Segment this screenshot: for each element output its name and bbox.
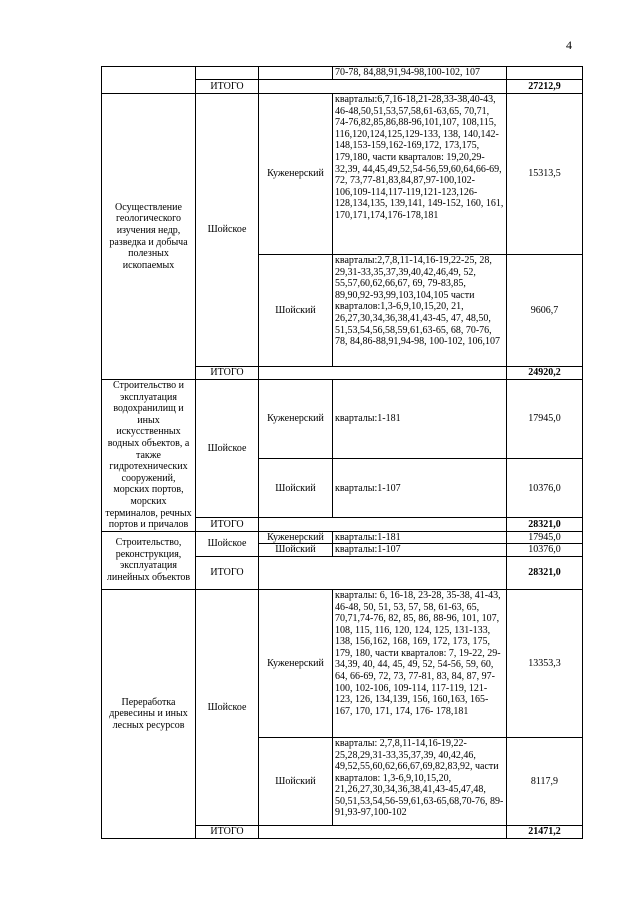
kvartaly-cell: кварталы: 6, 16-18, 23-28, 35-38, 41-43, 46-48, 50, 51, 53, 57, 58, 61-63, 65, 70,71,74-76, 82, 85, 86, 88-96, 101, 107, 108, 115, 116, 120, 124, 125, 131-133, 138, 156,162, 168, 169, 172, 173, 175, 179, 180, части кварталов: 7, 19-22, 29-34,39, 40, 44, 45, 49, 52, 54-56, 59, 60, 64, 66-69, 72, 73, 77-81, 83, 84, 87, 97-100, 102-106, 109-114, 117-119, 121-123, 126, 134,139, 156, 160,163, 165-167, 170, 171, 174, 176- 178,181 [333, 589, 507, 737]
area-cell: 8117,9 [507, 737, 583, 825]
forest-use-table [101, 66, 583, 839]
activity-cell: Строительство и эксплуатация водохранилищ и иных искусственных водных объектов, а также гидротехнических сооружений, морских портов, морских терминалов, речных портов и причалов [102, 380, 196, 532]
kvartaly-cell: кварталы:6,7,16-18,21-28,33-38,40-43, 46-48,50,51,53,57,58,61-63,65, 70,71, 74-76,82,85,86,88-96,101,107, 108,115, 116,120,124,125,129-133, 138, 140,142-148,153-159,162-169,172, 173,175, 179,180, части кварталов: 19,20,29-32,39, 44,45,49,52,54-56,59,60,64,66-69, 72, 73,77-81,83,84,87,97-100,102-106,109-114,117-119,121-123,126-128,134,135, 139,141, 149-152, 160, 161, 170,171,174,176-178,181 [333, 94, 507, 255]
itogo-total: 24920,2 [507, 367, 583, 380]
area-cell: 10376,0 [507, 544, 583, 557]
kvartaly-cell: 70-78, 84,88,91,94-98,100-102, 107 [333, 67, 507, 80]
uchastok-cell: Куженерский [259, 589, 333, 737]
itogo-empty [259, 518, 507, 531]
area-cell: 9606,7 [507, 255, 583, 367]
lesnichestvo-cell: Шойское [196, 589, 259, 825]
itogo-total: 21471,2 [507, 825, 583, 838]
itogo-empty [259, 367, 507, 380]
table-row [102, 531, 583, 544]
itogo-empty [259, 825, 507, 838]
itogo-label: ИТОГО [196, 556, 259, 589]
area-cell [507, 67, 583, 80]
lesnichestvo-cell: Шойское [196, 94, 259, 367]
kvartaly-cell: кварталы:1-181 [333, 531, 507, 544]
area-cell: 13353,3 [507, 589, 583, 737]
activity-cell: Строительство, реконструкция, эксплуатация линейных объектов [102, 531, 196, 589]
itogo-empty [259, 556, 507, 589]
uchastok-cell: Шойский [259, 459, 333, 518]
table-row [102, 67, 583, 80]
uchastok-cell: Шойский [259, 544, 333, 557]
uchastok-cell: Куженерский [259, 94, 333, 255]
uchastok-cell: Шойский [259, 255, 333, 367]
kvartaly-cell: кварталы:1-181 [333, 380, 507, 459]
itogo-total: 27212,9 [507, 80, 583, 94]
activity-cell: Переработка древесины и иных лесных ресурсов [102, 589, 196, 838]
itogo-total: 28321,0 [507, 556, 583, 589]
itogo-label: ИТОГО [196, 825, 259, 838]
area-cell: 10376,0 [507, 459, 583, 518]
uchastok-cell: Куженерский [259, 380, 333, 459]
lesnichestvo-cell: Шойское [196, 531, 259, 556]
lesnichestvo-cell [196, 67, 259, 80]
page-number: 4 [566, 38, 572, 52]
itogo-label: ИТОГО [196, 367, 259, 380]
table-row [102, 589, 583, 737]
itogo-label: ИТОГО [196, 518, 259, 531]
activity-cell [102, 67, 196, 94]
itogo-empty [259, 80, 507, 94]
lesnichestvo-cell: Шойское [196, 380, 259, 518]
area-cell: 17945,0 [507, 380, 583, 459]
kvartaly-cell: кварталы: 2,7,8,11-14,16-19,22-25,28,29,31-33,35,37,39, 40,42,46, 49,52,55,60,62,66,67,69,82,83,92, части кварталов: 1,3-6,9,10,15,20, 21,26,27,30,34,36,38,41,43-45,47,48, 50,51,53,54,56-59,61,63-65,68,70-76, 89-91,93-97,100-102 [333, 737, 507, 825]
table-row [102, 380, 583, 459]
uchastok-cell: Шойский [259, 737, 333, 825]
itogo-total: 28321,0 [507, 518, 583, 531]
activity-cell: Осуществление геологического изучения недр, разведка и добыча полезных ископаемых [102, 94, 196, 380]
kvartaly-cell: кварталы:2,7,8,11-14,16-19,22-25, 28, 29,31-33,35,37,39,40,42,46,49, 52, 55,57,60,62,66,67, 69, 79-83,85, 89,90,92-93,99,103,104,105 части кварталов:1,3-6,9,10,15,20, 21, 26,27,30,34,36,38,41,43-45, 47, 48,50, 51,53,54,56,58,59,61,63-65, 68, 70-76, 78, 84,86-88,91,94-98, 100-102, 106,107 [333, 255, 507, 367]
uchastok-cell [259, 67, 333, 80]
kvartaly-cell: кварталы:1-107 [333, 459, 507, 518]
uchastok-cell: Куженерский [259, 531, 333, 544]
itogo-label: ИТОГО [196, 80, 259, 94]
area-cell: 17945,0 [507, 531, 583, 544]
kvartaly-cell: кварталы:1-107 [333, 544, 507, 557]
area-cell: 15313,5 [507, 94, 583, 255]
table-row [102, 94, 583, 255]
